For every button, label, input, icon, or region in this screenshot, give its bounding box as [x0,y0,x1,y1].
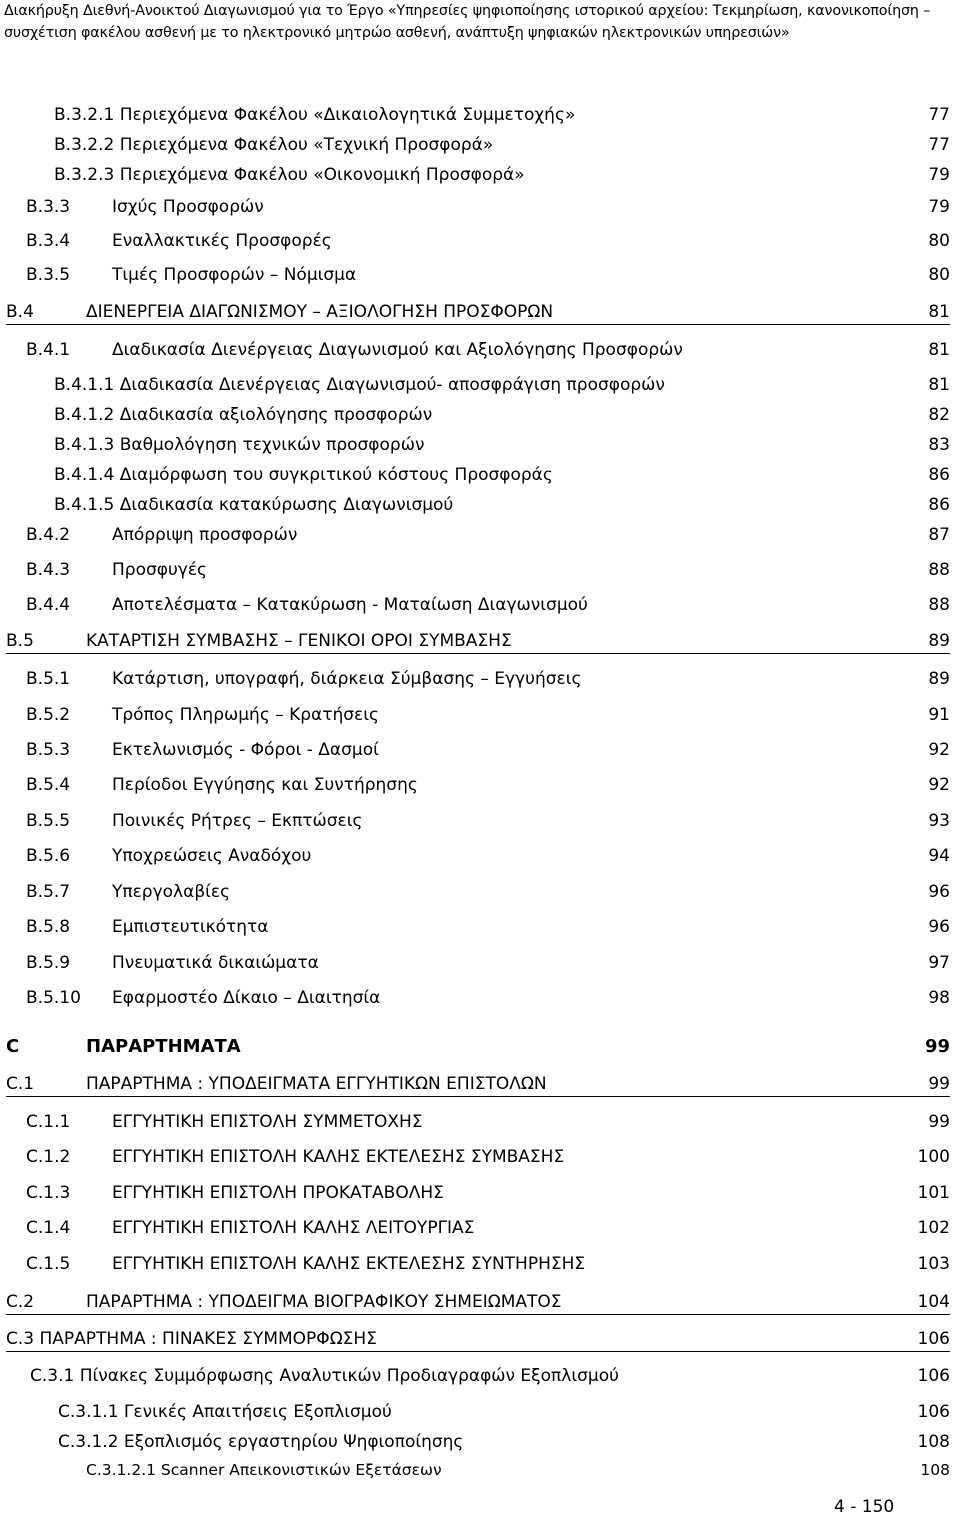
toc-entry-title: ΠΑΡΑΡΤΗΜΑ : ΥΠΟΔΕΙΓΜΑ ΒΙΟΓΡΑΦΙΚΟΥ ΣΗΜΕΙΩΜΑΤΟΣ [86,1292,562,1312]
toc-entry-code: B.5 [6,631,34,651]
toc-section-heading[interactable] [0,1071,960,1097]
header-line-1: Διακήρυξη Διεθνή-Ανοικτού Διαγωνισμού για το Έργο «Υπηρεσίες ψηφιοποίησης ιστορικού αρχείου: Τεκμηρίωση, κανονικοποίηση – [4,3,931,19]
toc-entry-page: 86 [928,495,950,515]
toc-entry-code: B.5.2 [26,705,71,725]
toc-entry-code: C.2 [6,1292,35,1312]
toc-entry-title: Απόρριψη προσφορών [112,525,298,545]
toc-entry-code: C.1.5 [26,1254,71,1274]
toc-entry[interactable] [0,843,960,869]
toc-entry-title: Πνευματικά δικαιώματα [112,953,319,973]
toc-entry-page: 104 [917,1292,950,1312]
toc-entry-page: 108 [920,1461,950,1479]
toc-entry-label: B.4.1.5 Διαδικασία κατακύρωσης Διαγωνισμού [54,495,454,515]
toc-entry[interactable] [0,337,960,363]
toc-entry[interactable] [0,1457,960,1483]
toc-entry-title: Υπεργολαβίες [112,882,231,902]
toc-entry-page: 93 [928,811,950,831]
toc-entry[interactable] [0,194,960,220]
toc-entry-title: Διαδικασία Διενέργειας Διαγωνισμού και Αξιολόγησης Προσφορών [112,340,683,360]
toc-entry-title: ΔΙΕΝΕΡΓΕΙΑ ΔΙΑΓΩΝΙΣΜΟΥ – ΑΞΙΟΛΟΓΗΣΗ ΠΡΟΣΦΟΡΩΝ [86,302,554,322]
toc-entry-label: B.3.2.2 Περιεχόμενα Φακέλου «Τεχνική Προσφορά» [54,135,494,155]
toc-entry[interactable] [0,522,960,548]
toc-entry-page: 81 [928,375,950,395]
toc-entry-page: 86 [928,465,950,485]
toc-entry[interactable] [0,1144,960,1170]
toc-entry-label: B.4.1.4 Διαμόρφωση του συγκριτικού κόστους Προσφοράς [54,465,553,485]
toc-entry-code: C.1.4 [26,1218,71,1238]
toc-entry[interactable] [0,1180,960,1206]
toc-entry-title: Εκτελωνισμός - Φόροι - Δασμοί [112,740,379,760]
toc-entry-title: Ποινικές Ρήτρες – Εκπτώσεις [112,811,363,831]
toc-entry-label: C.3.1.2 Εξοπλισμός εργαστηρίου Ψηφιοποίησης [58,1432,464,1452]
toc-entry[interactable] [0,702,960,728]
toc-entry-title: Εναλλακτικές Προσφορές [112,231,332,251]
toc-entry[interactable] [0,462,960,488]
toc-entry-code: C.1 [6,1074,35,1094]
toc-entry[interactable] [0,737,960,763]
toc-entry[interactable] [0,162,960,188]
toc-entry-page: 99 [924,1036,950,1057]
toc-entry-page: 87 [928,525,950,545]
toc-entry-title: ΕΓΓΥΗΤΙΚΗ ΕΠΙΣΤΟΛΗ ΚΑΛΗΣ ΛΕΙΤΟΥΡΓΙΑΣ [112,1218,475,1238]
toc-entry[interactable] [0,102,960,128]
header-line-2: συσχέτιση φακέλου ασθενή με το ηλεκτρονικό μητρώο ασθενή, ανάπτυξη ψηφιακών ηλεκτρονικών υπηρεσιών» [4,25,790,41]
toc-entry-code: C.1.2 [26,1147,71,1167]
toc-entry[interactable] [0,772,960,798]
toc-entry-title: Εμπιστευτικότητα [112,917,269,937]
toc-entry-title: ΕΓΓΥΗΤΙΚΗ ΕΠΙΣΤΟΛΗ ΣΥΜΜΕΤΟΧΗΣ [112,1112,423,1132]
toc-entry[interactable] [0,557,960,583]
toc-entry-page: 100 [917,1147,950,1167]
toc-entry-page: 81 [928,340,950,360]
toc-entry[interactable] [0,808,960,834]
toc-entry-code: C.1.3 [26,1183,71,1203]
toc-entry-title: ΕΓΓΥΗΤΙΚΗ ΕΠΙΣΤΟΛΗ ΠΡΟΚΑΤΑΒΟΛΗΣ [112,1183,444,1203]
toc-section-heading[interactable] [0,299,960,325]
toc-entry-page: 77 [928,105,950,125]
toc-entry-title: ΠΑΡΑΡΤΗΜΑ : ΥΠΟΔΕΙΓΜΑΤΑ ΕΓΓΥΗΤΙΚΩΝ ΕΠΙΣΤΟΛΩΝ [86,1074,547,1094]
document-header [4,0,954,44]
toc-entry-page: 97 [928,953,950,973]
toc-entry-title: Κατάρτιση, υπογραφή, διάρκεια Σύμβασης – Εγγυήσεις [112,669,582,689]
toc-entry-page: 82 [928,405,950,425]
toc-entry-label: B.4.1.3 Βαθμολόγηση τεχνικών προσφορών [54,435,425,455]
section-underline [6,1096,950,1097]
toc-entry-code: B.4 [6,302,34,322]
toc-entry-page: 83 [928,435,950,455]
toc-entry-page: 89 [928,631,950,651]
toc-entry-code: B.5.6 [26,846,71,866]
toc-entry-page: 106 [917,1366,950,1386]
toc-entry[interactable] [0,950,960,976]
toc-entry-page: 80 [928,231,950,251]
toc-entry-label: B.3.2.3 Περιεχόμενα Φακέλου «Οικονομική Προσφορά» [54,165,525,185]
toc-entry[interactable] [0,132,960,158]
toc-entry-code: B.5.7 [26,882,71,902]
toc-section-heading[interactable] [0,628,960,654]
toc-entry-code: B.3.3 [26,197,71,217]
toc-entry-page: 80 [928,265,950,285]
toc-entry-title: Αποτελέσματα – Κατακύρωση - Ματαίωση Διαγωνισμού [112,595,588,615]
toc-entry[interactable] [0,492,960,518]
toc-entry-page: 92 [928,740,950,760]
toc-entry-page: 102 [917,1218,950,1238]
toc-entry-title: ΕΓΓΥΗΤΙΚΗ ΕΠΙΣΤΟΛΗ ΚΑΛΗΣ ΕΚΤΕΛΕΣΗΣ ΣΥΜΒΑΣΗΣ [112,1147,565,1167]
toc-entry-code: B.5.8 [26,917,71,937]
toc-entry-page: 79 [928,197,950,217]
toc-entry-code: B.5.9 [26,953,71,973]
toc-entry-page: 89 [928,669,950,689]
toc-entry-page: 99 [928,1074,950,1094]
toc-entry[interactable] [0,1109,960,1135]
toc-entry-title: Υποχρεώσεις Αναδόχου [112,846,312,866]
toc-entry-page: 99 [928,1112,950,1132]
toc-entry[interactable] [0,402,960,428]
toc-chapter-heading[interactable] [0,1034,960,1060]
toc-entry-page: 92 [928,775,950,795]
toc-entry-title: Τρόπος Πληρωμής – Κρατήσεις [112,705,379,725]
toc-entry-title: Προσφυγές [112,560,208,580]
toc-entry-title: ΚΑΤΑΡΤΙΣΗ ΣΥΜΒΑΣΗΣ – ΓΕΝΙΚΟΙ ΟΡΟΙ ΣΥΜΒΑΣΗΣ [86,631,512,651]
toc-entry[interactable] [0,1363,960,1389]
section-underline [6,324,950,325]
toc-entry[interactable] [0,914,960,940]
toc-entry-page: 106 [917,1402,950,1422]
section-underline [6,1314,950,1315]
toc-entry-label: B.3.2.1 Περιεχόμενα Φακέλου «Δικαιολογητικά Συμμετοχής» [54,105,576,125]
toc-entry-page: 101 [917,1183,950,1203]
toc-entry-code: B.5.5 [26,811,71,831]
toc-entry-title: Περίοδοι Εγγύησης και Συντήρησης [112,775,418,795]
toc-entry-page: 96 [928,917,950,937]
toc-entry-code: B.5.4 [26,775,71,795]
toc-entry[interactable] [0,432,960,458]
toc-entry-label: C.3.1.2.1 Scanner Απεικονιστικών Εξετάσεων [86,1461,442,1479]
toc-entry-code: B.4.4 [26,595,71,615]
toc-entry-code: B.5.10 [26,988,81,1008]
toc-entry-page: 91 [928,705,950,725]
toc-entry-page: 106 [917,1329,950,1349]
toc-entry-page: 98 [928,988,950,1008]
toc-entry-page: 94 [928,846,950,866]
toc-entry-page: 88 [928,560,950,580]
toc-entry-title: ΠΑΡΑΡΤΗΜΑΤΑ [86,1036,241,1057]
toc-entry[interactable] [0,1399,960,1425]
toc-entry-title: ΕΓΓΥΗΤΙΚΗ ΕΠΙΣΤΟΛΗ ΚΑΛΗΣ ΕΚΤΕΛΕΣΗΣ ΣΥΝΤΗΡΗΣΗΣ [112,1254,586,1274]
toc-entry-label: C.3.1 Πίνακες Συμμόρφωσης Αναλυτικών Προδιαγραφών Εξοπλισμού [30,1366,619,1386]
toc-entry-label: C.3 ΠΑΡΑΡΤΗΜΑ : ΠΙΝΑΚΕΣ ΣΥΜΜΟΡΦΩΣΗΣ [6,1329,377,1349]
toc-entry-code: B.4.3 [26,560,71,580]
toc-entry-label: C.3.1.1 Γενικές Απαιτήσεις Εξοπλισμού [58,1402,392,1422]
toc-entry[interactable] [0,1215,960,1241]
toc-entry-page: 96 [928,882,950,902]
toc-entry[interactable] [0,262,960,288]
toc-entry[interactable] [0,228,960,254]
toc-entry-page: 77 [928,135,950,155]
toc-entry-code: B.4.2 [26,525,71,545]
toc-entry-page: 88 [928,595,950,615]
toc-entry-code: B.3.4 [26,231,71,251]
section-underline [6,1351,950,1352]
toc-entry-code: B.3.5 [26,265,71,285]
toc-entry-title: Ισχύς Προσφορών [112,197,264,217]
toc-entry-label: B.4.1.1 Διαδικασία Διενέργειας Διαγωνισμού- αποσφράγιση προσφορών [54,375,665,395]
toc-entry[interactable] [0,985,960,1011]
toc-entry[interactable] [0,1251,960,1277]
toc-entry-title: Εφαρμοστέο Δίκαιο – Διαιτησία [112,988,381,1008]
toc-entry[interactable] [0,592,960,618]
toc-entry-code: C [6,1036,20,1057]
toc-entry[interactable] [0,879,960,905]
toc-entry-title: Τιμές Προσφορών – Νόμισμα [112,265,357,285]
toc-entry[interactable] [0,666,960,692]
toc-section-heading[interactable] [0,1326,960,1352]
toc-entry-page: 79 [928,165,950,185]
toc-entry-code: B.5.3 [26,740,71,760]
toc-entry-code: C.1.1 [26,1112,71,1132]
toc-entry-label: B.4.1.2 Διαδικασία αξιολόγησης προσφορών [54,405,433,425]
toc-entry-code: B.4.1 [26,340,71,360]
toc-entry-code: B.5.1 [26,669,71,689]
section-underline [6,653,950,654]
page-number: 4 - 150 [834,1497,895,1517]
toc-entry-page: 81 [928,302,950,322]
toc-section-heading[interactable] [0,1289,960,1315]
toc-entry-page: 108 [917,1432,950,1452]
toc-entry-page: 103 [917,1254,950,1274]
toc-entry[interactable] [0,372,960,398]
toc-entry[interactable] [0,1429,960,1455]
